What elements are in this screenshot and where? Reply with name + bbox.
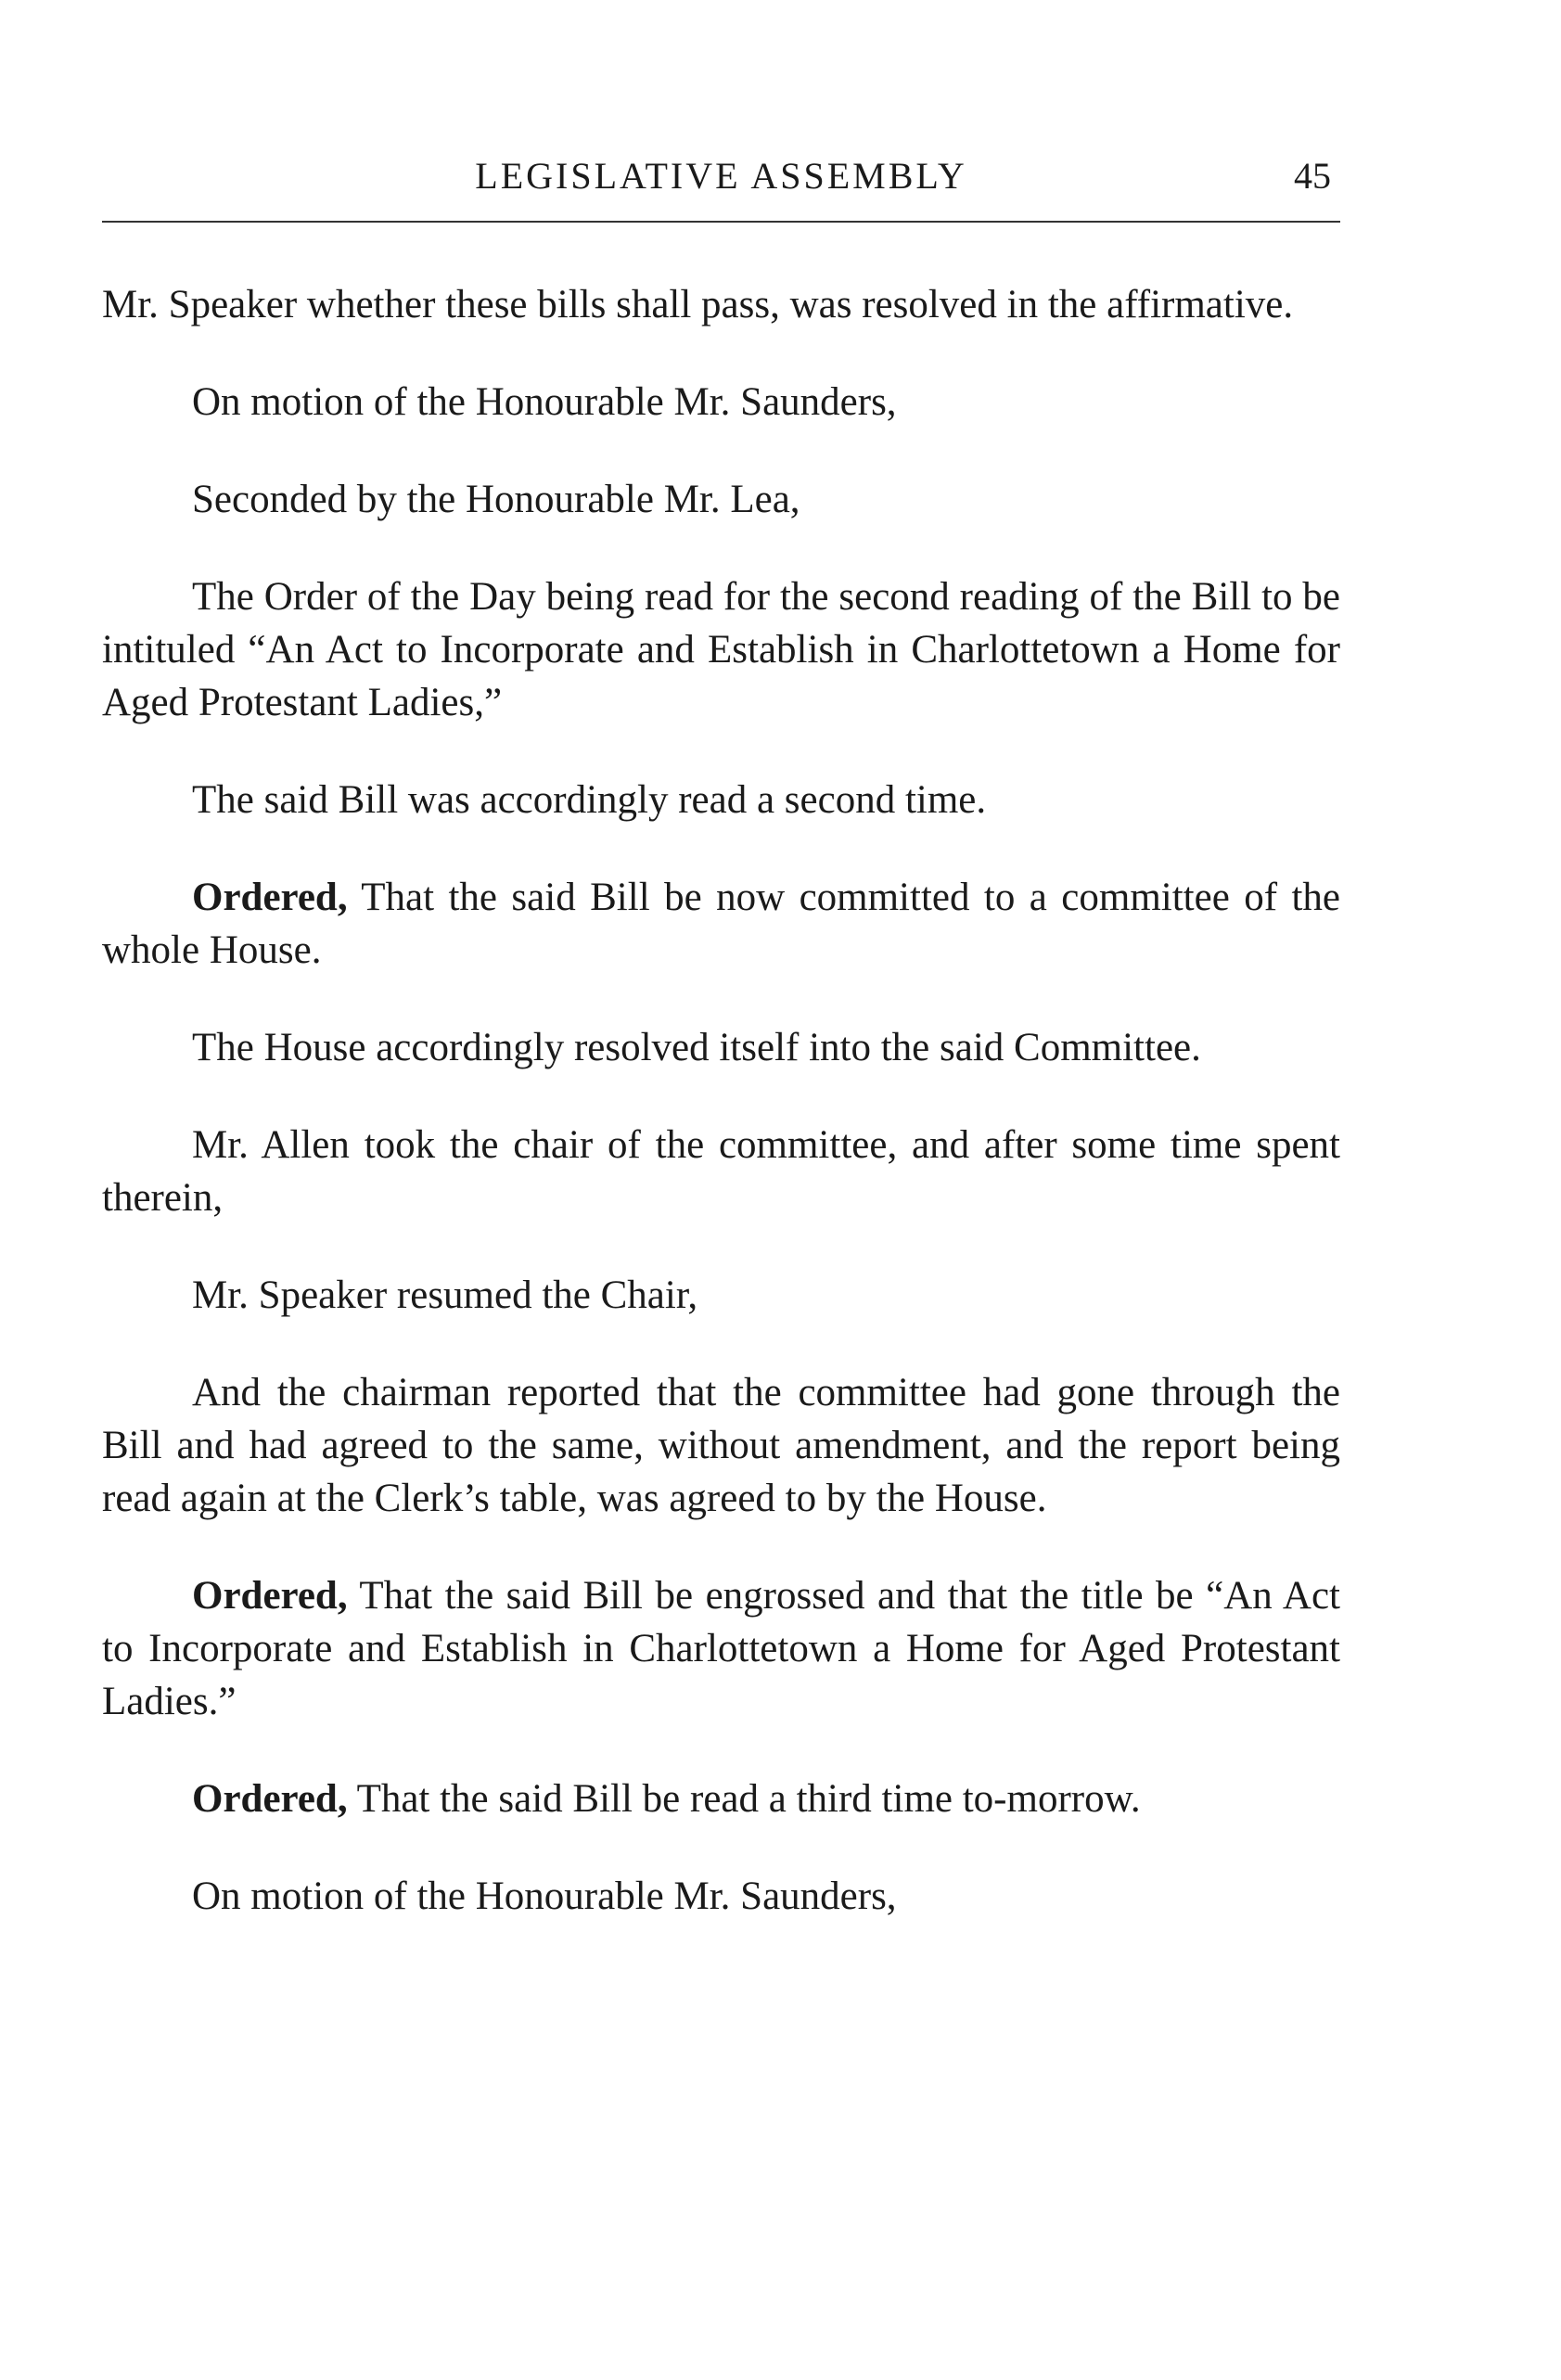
paragraph [102,871,1340,977]
page-number: 45 [1294,155,1331,197]
paragraph [102,570,1340,729]
paragraph-text: The said Bill was accordingly read a second time. [192,778,987,822]
page-header [102,148,1340,204]
paragraph [102,1119,1340,1224]
paragraph-text: On motion of the Honourable Mr. Saunders, [192,1875,897,1918]
paragraph-text: That the said Bill be engrossed and that the title be “An Act to Incorporate and Establish in Charlottetown a Home for Aged Protestant Ladies.” [102,1574,1340,1723]
paragraph [102,1772,1340,1825]
paragraph [102,774,1340,826]
paragraph-text: Mr. Speaker whether these bills shall pass, was resolved in the affirmative. [102,283,1294,326]
paragraph [102,1021,1340,1074]
paragraph [102,1569,1340,1728]
paragraph-text: The Order of the Day being read for the second reading of the Bill to be intituled “An Act to Incorporate and Establish in Charlottetown a Home for Aged Protestant Ladies,” [102,575,1340,724]
paragraph [102,1269,1340,1322]
paragraph-text: The House accordingly resolved itself into the said Committee. [192,1026,1201,1069]
paragraph [102,1870,1340,1923]
header-rule [102,221,1340,223]
paragraph-text: Seconded by the Honourable Mr. Lea, [192,478,800,521]
paragraph [102,473,1340,526]
body-text [102,278,1340,1967]
paragraph-lead: Ordered, [192,1777,348,1821]
paragraph-lead: Ordered, [192,876,348,919]
paragraph-lead: Ordered, [192,1574,348,1618]
paragraph [102,376,1340,429]
paragraph-text: On motion of the Honourable Mr. Saunders, [192,380,897,424]
paragraph-text: That the said Bill be now committed to a committee of the whole House. [102,876,1340,972]
paragraph [102,278,1340,331]
running-title: LEGISLATIVE ASSEMBLY [475,155,967,197]
paragraph-text: And the chairman reported that the committee had gone through the Bill and had agreed to the same, without amendment, and the report being read again at the Clerk’s table, was agreed to by the House. [102,1371,1340,1520]
paragraph-text: Mr. Allen took the chair of the committee, and after some time spent therein, [102,1123,1340,1220]
paragraph [102,1366,1340,1525]
paragraph-text: Mr. Speaker resumed the Chair, [192,1273,698,1317]
paragraph-text: That the said Bill be read a third time to-morrow. [347,1777,1141,1821]
